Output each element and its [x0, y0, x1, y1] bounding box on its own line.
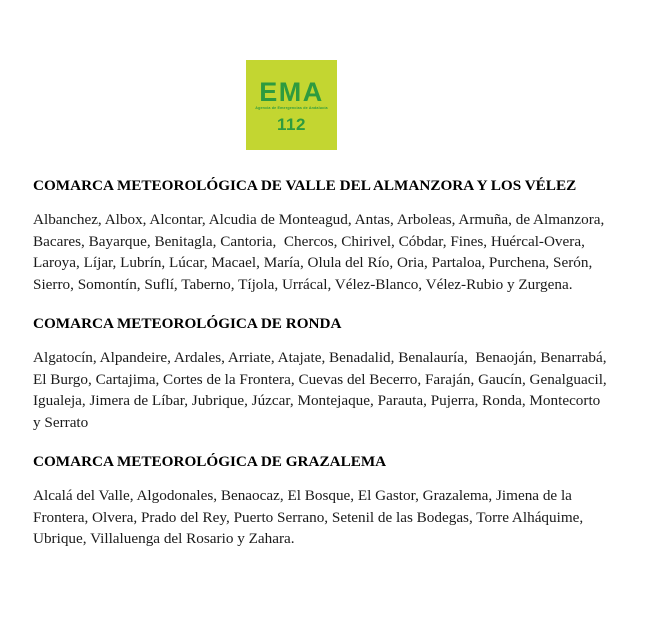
comarca-municipality-list: Alcalá del Valle, Algodonales, Benaocaz, El Bosque, El Gastor, Grazalema, Jimena de la Frontera, Olvera, Prado del Rey, Puerto Serrano, Setenil de las Bodegas, Torre Alháquime, Ubrique, Villaluenga del Rosario y Zahara.	[33, 487, 587, 547]
comarca-section	[33, 451, 607, 550]
ema-logo-emergency-number: 112	[277, 115, 306, 135]
comarca-section	[33, 175, 607, 295]
ema-logo-title: EMA	[259, 76, 324, 107]
comarca-section	[33, 313, 611, 433]
comarca-heading: COMARCA METEOROLÓGICA DE RONDA	[33, 315, 342, 332]
comarca-municipality-list: Algatocín, Alpandeire, Ardales, Arriate, Atajate, Benadalid, Benalauría, Benaoján, Benarrabá, El Burgo, Cartajima, Cortes de la Frontera, Cuevas del Becerro, Faraján, Gaucín, Genalguacil, Igualeja, Jimera de Líbar, Jubrique, Júzcar, Montejaque, Parauta, Pujerra, Ronda, Montecorto y Serrato	[33, 349, 611, 431]
ema-logo	[246, 60, 337, 150]
ema-logo-box	[246, 60, 337, 150]
comarca-heading: COMARCA METEOROLÓGICA DE VALLE DEL ALMANZORA Y LOS VÉLEZ	[33, 177, 577, 194]
comarca-heading: COMARCA METEOROLÓGICA DE GRAZALEMA	[33, 453, 387, 470]
document-content	[33, 175, 611, 550]
comarca-municipality-list: Albanchez, Albox, Alcontar, Alcudia de Monteagud, Antas, Arboleas, Armuña, de Almanzora, Bacares, Bayarque, Benitagla, Cantoria, Chercos, Chirivel, Cóbdar, Fines, Huércal-Overa, Laroya, Líjar, Lubrín, Lúcar, Macael, María, Olula del Río, Oria, Partaloa, Purchena, Serón, Sierro, Somontín, Suflí, Taberno, Tíjola, Urrácal, Vélez-Blanco, Vélez-Rubio y Zurgena.	[33, 211, 609, 293]
ema-logo-subtitle: Agencia de Emergencias de Andalucía	[255, 105, 328, 110]
